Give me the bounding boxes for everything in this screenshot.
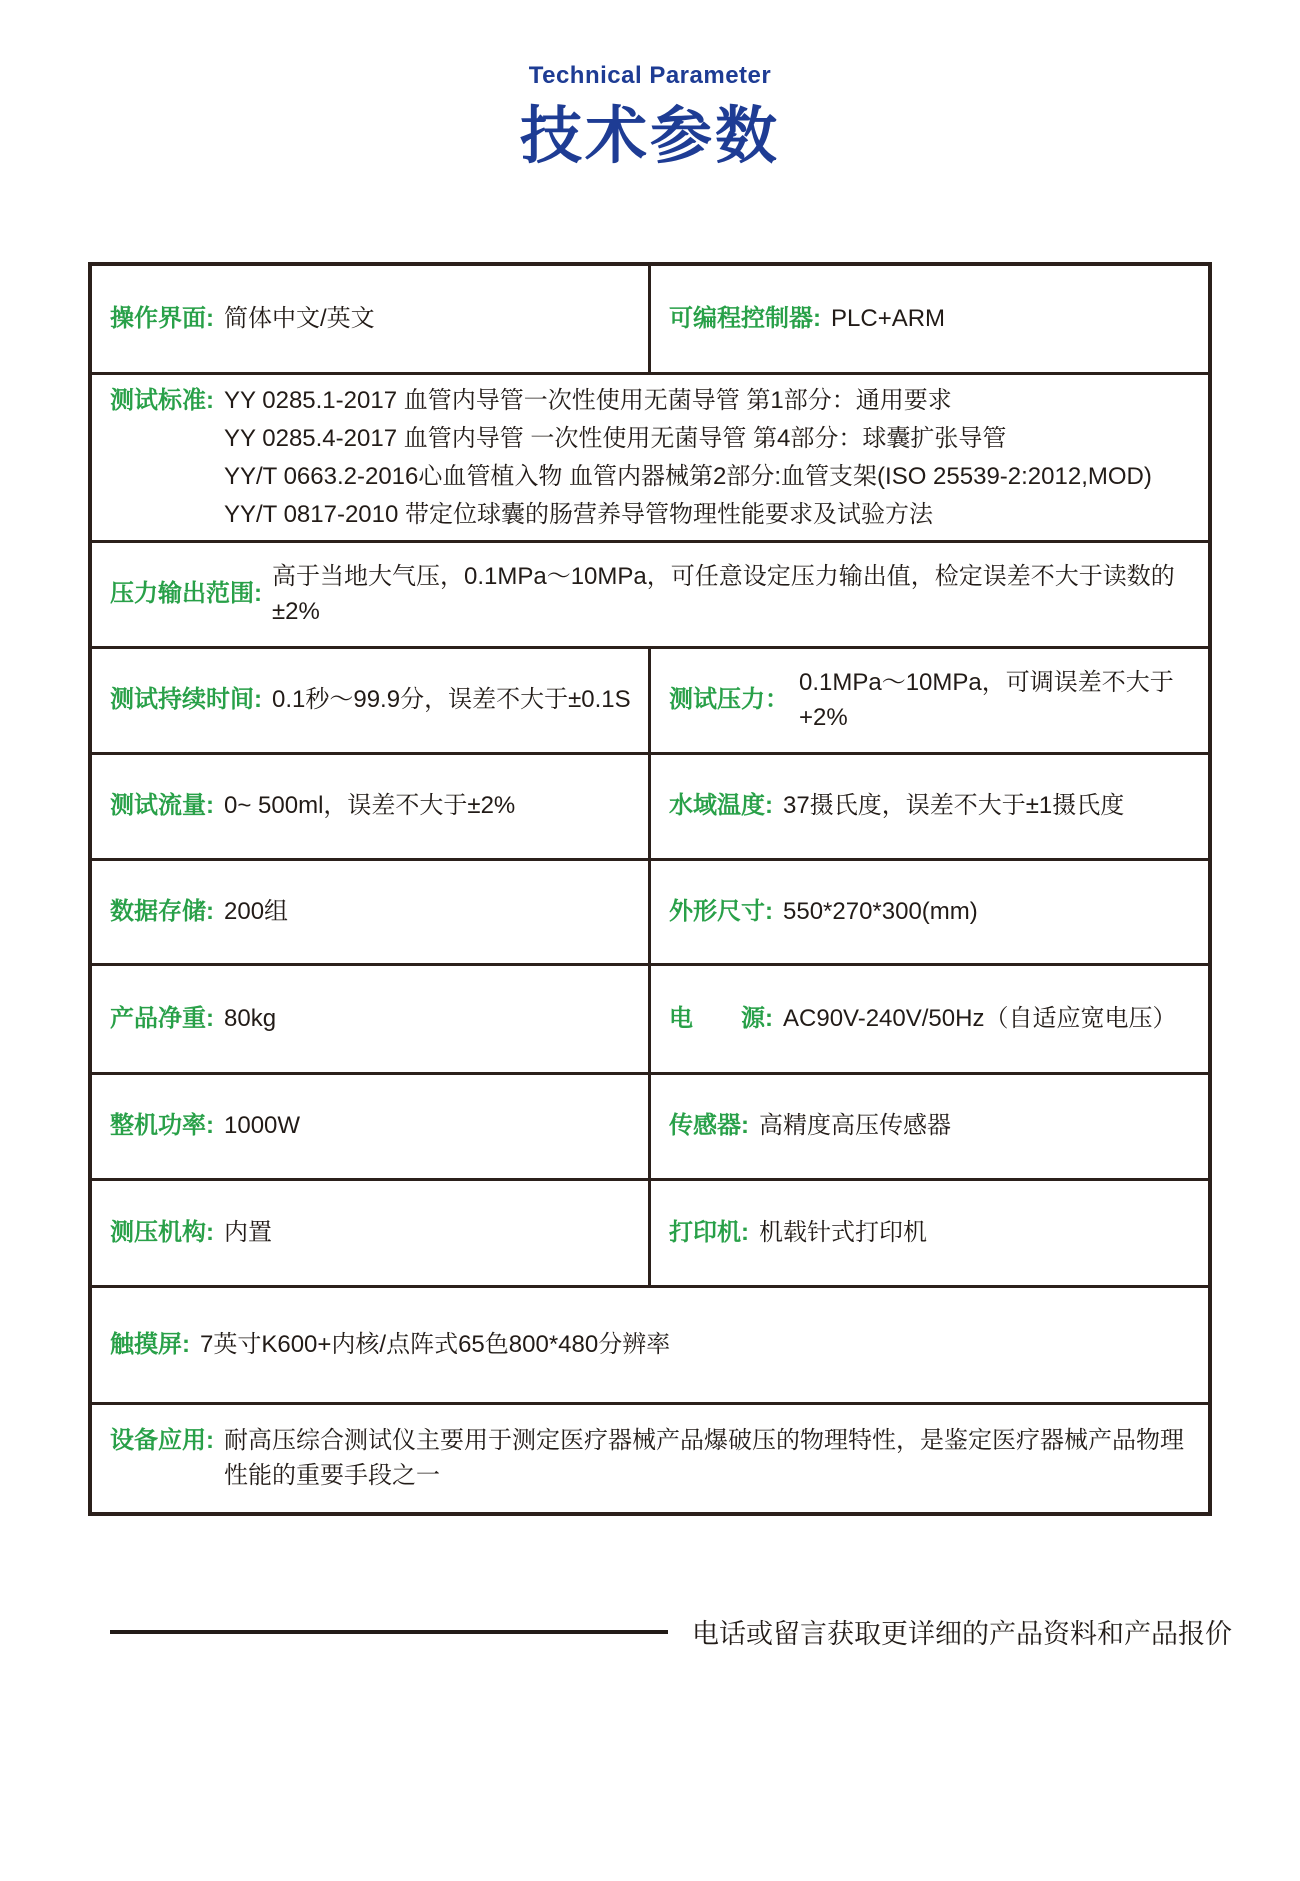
cell-value: 550*270*300(mm) <box>783 897 978 925</box>
cell-label: 操作界面: <box>110 304 214 332</box>
cell-value: 耐高压综合测试仪主要用于测定医疗器械产品爆破压的物理特性，是鉴定医疗器械产品物理性能的重要手段之一 <box>224 1426 1184 1489</box>
cell-label: 测试流量: <box>110 792 214 820</box>
cell-label: 测压机构: <box>110 1218 214 1246</box>
cell-value: PLC+ARM <box>831 304 946 332</box>
table-cell <box>651 266 1208 372</box>
table-cell <box>92 861 651 963</box>
cell-label: 电 源: <box>669 1004 773 1032</box>
cell-label: 数据存储: <box>110 897 214 925</box>
spec-table <box>88 262 1212 1516</box>
cell-label: 整机功率: <box>110 1112 214 1140</box>
table-row <box>92 1402 1208 1512</box>
table-row <box>92 1072 1208 1178</box>
standard-line: YY/T 0663.2-2016心血管植入物 血管内器械第2部分:血管支架(ISO 25539-2:2012,MOD) <box>224 462 1152 490</box>
cell-label: 触摸屏: <box>110 1330 190 1358</box>
cell-label: 测试压力： <box>669 686 789 714</box>
table-row <box>92 858 1208 963</box>
cell-value: 简体中文/英文 <box>224 304 375 332</box>
cell-value: 机载针式打印机 <box>759 1218 927 1246</box>
cell-label: 水域温度: <box>669 792 773 820</box>
footer <box>110 1612 1240 1651</box>
cell-label: 测试持续时间: <box>110 686 262 714</box>
cell-value: 80kg <box>224 1004 277 1032</box>
table-cell <box>92 375 1208 540</box>
cell-label: 打印机: <box>669 1218 749 1246</box>
cell-value: 高于当地大气压，0.1MPa～10MPa，可任意设定压力输出值，检定误差不大于读数的±2% <box>272 562 1175 625</box>
table-row <box>92 963 1208 1072</box>
cell-pair <box>110 382 1152 534</box>
standards-list <box>224 382 1152 534</box>
footer-divider-line <box>110 1630 668 1634</box>
table-row <box>92 1178 1208 1285</box>
table-cell <box>651 861 1208 963</box>
table-cell <box>92 966 651 1072</box>
table-row <box>92 752 1208 858</box>
page-subtitle: Technical Parameter <box>528 62 772 89</box>
table-row <box>92 372 1208 540</box>
cell-value: 0.1秒～99.9分，误差不大于±0.1S <box>272 686 631 714</box>
cell-value: AC90V-240V/50Hz（自适应宽电压） <box>783 1004 1177 1032</box>
cell-label: 传感器: <box>669 1112 749 1140</box>
table-cell <box>92 1288 1208 1402</box>
table-cell <box>651 1075 1208 1178</box>
table-cell <box>651 966 1208 1072</box>
footer-note: 电话或留言获取更详细的产品资料和产品报价 <box>692 1619 1232 1649</box>
cell-label: 测试标准: <box>110 386 214 414</box>
cell-label: 产品净重: <box>110 1004 214 1032</box>
table-row <box>92 646 1208 752</box>
cell-label: 外形尺寸: <box>669 897 773 925</box>
table-cell <box>92 649 651 752</box>
cell-label: 设备应用: <box>110 1426 214 1454</box>
page-title: 技术参数 <box>519 102 780 171</box>
table-cell <box>92 543 1208 646</box>
cell-value: 0~ 500ml，误差不大于±2% <box>224 792 516 820</box>
cell-label: 压力输出范围: <box>110 580 262 608</box>
cell-value: 200组 <box>224 897 289 925</box>
cell-value: 1000W <box>224 1112 301 1140</box>
cell-label: 可编程控制器: <box>669 304 821 332</box>
cell-value: 内置 <box>224 1218 272 1246</box>
standard-line: YY 0285.4-2017 血管内导管 一次性使用无菌导管 第4部分：球囊扩张导管 <box>224 424 1007 452</box>
standard-line: YY/T 0817-2010 带定位球囊的肠营养导管物理性能要求及试验方法 <box>224 500 934 528</box>
table-cell <box>92 755 651 858</box>
table-cell <box>651 1181 1208 1285</box>
standard-line: YY 0285.1-2017 血管内导管一次性使用无菌导管 第1部分：通用要求 <box>224 386 952 414</box>
table-cell <box>92 1405 1208 1512</box>
table-cell <box>92 1075 651 1178</box>
table-row <box>92 1285 1208 1402</box>
cell-value: 高精度高压传感器 <box>759 1112 951 1140</box>
table-cell <box>92 1181 651 1285</box>
table-row <box>92 266 1208 372</box>
cell-pair <box>110 1424 1194 1494</box>
cell-value: 7英寸K600+内核/点阵式65色800*480分辨率 <box>200 1330 671 1358</box>
cell-value: 0.1MPa～10MPa，可调误差不大于+2% <box>799 668 1174 731</box>
table-row <box>92 540 1208 646</box>
table-cell <box>651 755 1208 858</box>
cell-value: 37摄氏度，误差不大于±1摄氏度 <box>783 792 1125 820</box>
table-cell <box>651 649 1208 752</box>
table-cell <box>92 266 651 372</box>
